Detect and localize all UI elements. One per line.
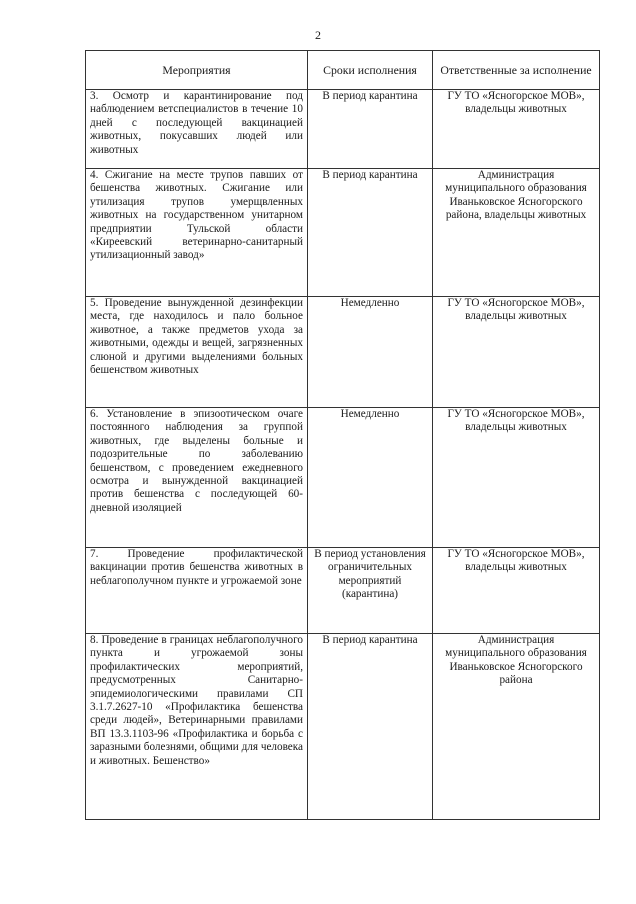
deadline-cell: В период карантина	[308, 169, 433, 297]
table-row	[86, 297, 600, 408]
measure-cell: 7. Проведение профилактической вакцинации против бешенства животных в неблагополучном пункте и угрожаемой зоне	[86, 548, 308, 634]
measures-table	[85, 50, 600, 820]
header-measures: Мероприятия	[86, 51, 308, 90]
deadline-cell: В период карантина	[308, 634, 433, 820]
deadline-cell: Немедленно	[308, 408, 433, 548]
responsible-cell: Администрация муниципального образования Иваньковское Ясногорского района	[433, 634, 600, 820]
table-row	[86, 90, 600, 169]
table-row	[86, 408, 600, 548]
measure-cell: 5. Проведение вынужденной дезинфекции места, где находилось и пало больное животное, а также предметов ухода за животными, одежды и вещей, загрязненных слюной и другими выделениями больных бешенством животных	[86, 297, 308, 408]
measure-cell: 6. Установление в эпизоотическом очаге постоянного наблюдения за группой животных, где выделены больные и подозрительные по заболеванию бешенством, с проведением ежедневного осмотра и вынужденной вакцинацией против бешенства с последующей 60-дневной изоляцией	[86, 408, 308, 548]
table-row	[86, 634, 600, 820]
deadline-cell: В период установления ограничительных мероприятий (карантина)	[308, 548, 433, 634]
measure-cell: 8. Проведение в границах неблагополучного пункта и угрожаемой зоны профилактических мероприятий, предусмотренных Санитарно-эпидемиологическими правилами СП 3.1.7.2627-10 «Профилактика бешенства среди людей», Ветеринарными правилами ВП 13.3.1103-96 «Профилактика и борьба с заразными болезнями, общими для человека и животных. Бешенство»	[86, 634, 308, 820]
header-deadlines: Сроки исполнения	[308, 51, 433, 90]
table-row	[86, 169, 600, 297]
table-row	[86, 548, 600, 634]
measure-cell: 3. Осмотр и карантинирование под наблюдением ветспециалистов в течение 10 дней с последующей вакцинацией животных, покусавших людей или животных	[86, 90, 308, 169]
responsible-cell: ГУ ТО «Ясногорское МОВ», владельцы животных	[433, 548, 600, 634]
responsible-cell: ГУ ТО «Ясногорское МОВ», владельцы животных	[433, 408, 600, 548]
page-number: 2	[315, 28, 321, 42]
responsible-cell: ГУ ТО «Ясногорское МОВ», владельцы животных	[433, 297, 600, 408]
header-responsible: Ответственные за исполнение	[433, 51, 600, 90]
measure-cell: 4. Сжигание на месте трупов павших от бешенства животных. Сжигание или утилизация трупов умерщвленных животных на государственном унитарном предприятии Тульской области «Киреевский ветеринарно-санитарный утилизационный завод»	[86, 169, 308, 297]
table-header-row	[86, 51, 600, 90]
deadline-cell: Немедленно	[308, 297, 433, 408]
responsible-cell: Администрация муниципального образования Иваньковское Ясногорского района, владельцы животных	[433, 169, 600, 297]
responsible-cell: ГУ ТО «Ясногорское МОВ», владельцы животных	[433, 90, 600, 169]
deadline-cell: В период карантина	[308, 90, 433, 169]
